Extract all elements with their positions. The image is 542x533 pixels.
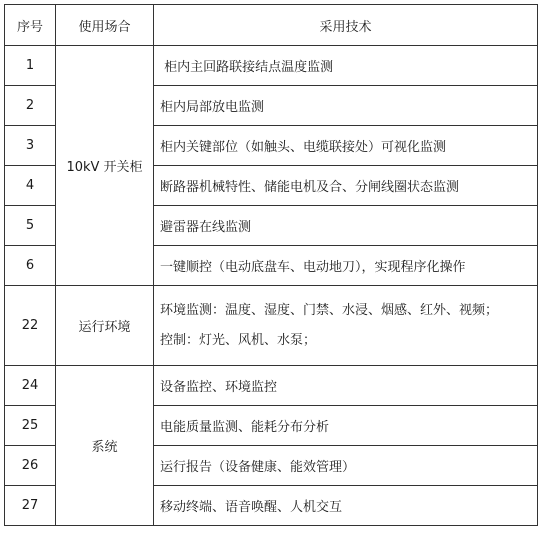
technology-table [4,4,538,526]
tech-cell: 移动终端、语音唤醒、人机交互 [154,486,538,526]
row-number: 6 [5,246,56,286]
row-number: 2 [5,86,56,126]
tech-cell: 运行报告（设备健康、能效管理） [154,446,538,486]
tech-cell [154,286,538,366]
tech-cell: 设备监控、环境监控 [154,366,538,406]
tech-cell: 柜内关键部位（如触头、电缆联接处）可视化监测 [154,126,538,166]
table-row [5,46,538,86]
row-number: 3 [5,126,56,166]
row-number: 4 [5,166,56,206]
tech-line: 控制：灯光、风机、水泵； [160,332,317,348]
row-number: 25 [5,406,56,446]
tech-cell: 避雷器在线监测 [154,206,538,246]
row-number: 22 [5,286,56,366]
header-scene: 使用场合 [56,5,154,46]
scene-cell: 10kV 开关柜 [56,46,154,286]
tech-cell: 断路器机械特性、储能电机及合、分闸线圈状态监测 [154,166,538,206]
tech-cell: 柜内局部放电监测 [154,86,538,126]
table-header-row [5,5,538,46]
row-number: 24 [5,366,56,406]
table-row [5,366,538,406]
table-row [5,286,538,366]
header-no: 序号 [5,5,56,46]
row-number: 5 [5,206,56,246]
row-number: 1 [5,46,56,86]
header-tech: 采用技术 [154,5,538,46]
tech-cell: 柜内主回路联接结点温度监测 [154,46,538,86]
scene-cell: 运行环境 [56,286,154,366]
tech-line: 环境监测：温度、湿度、门禁、水浸、烟感、红外、视频； [160,302,499,318]
tech-cell: 电能质量监测、能耗分布分析 [154,406,538,446]
row-number: 27 [5,486,56,526]
tech-cell: 一键顺控（电动底盘车、电动地刀），实现程序化操作 [154,246,538,286]
row-number: 26 [5,446,56,486]
scene-cell: 系统 [56,366,154,526]
